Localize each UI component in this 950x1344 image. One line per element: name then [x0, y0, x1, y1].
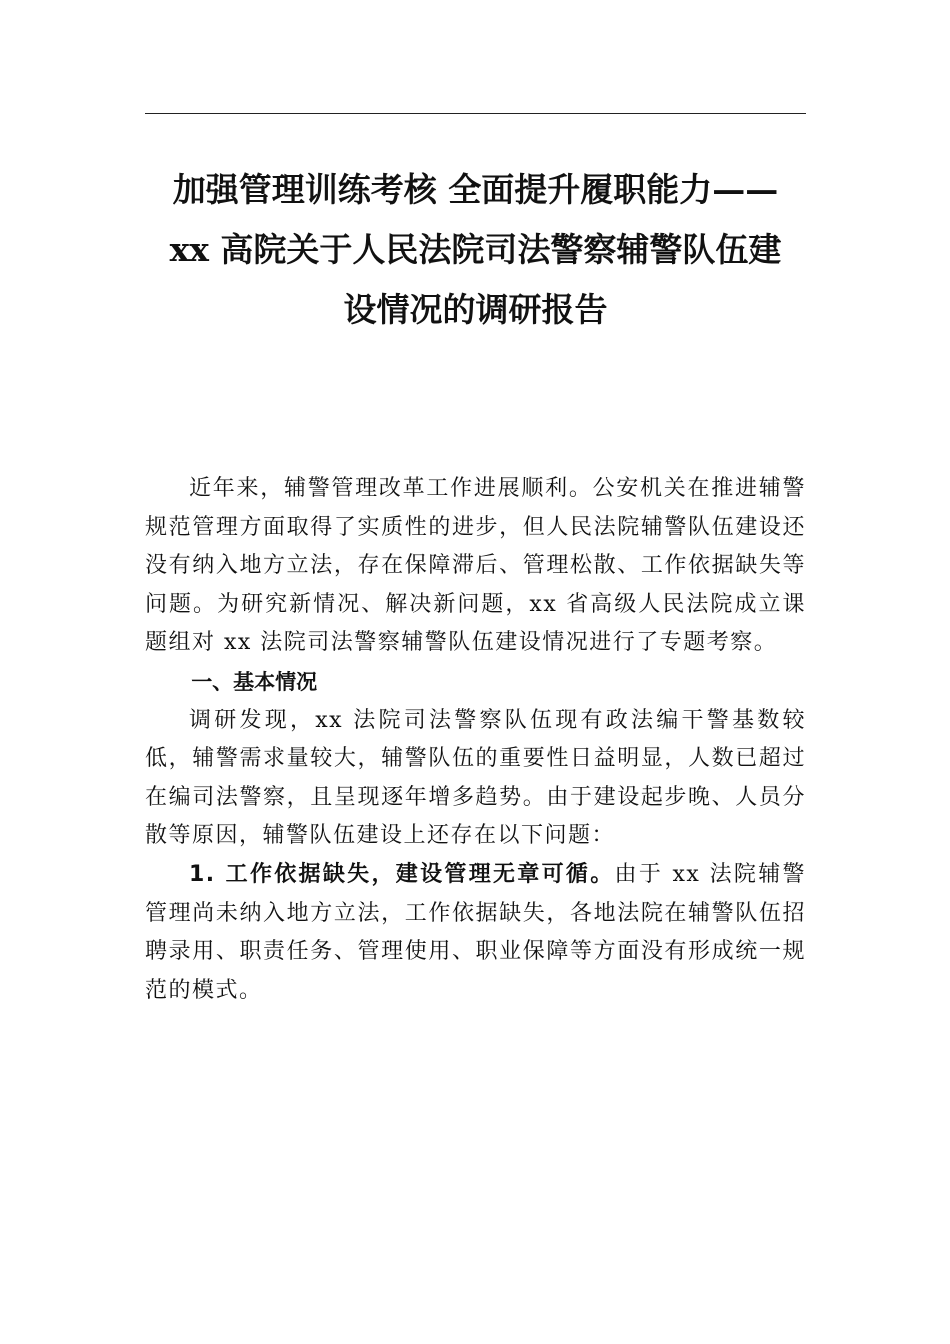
title-line-3: 设情况的调研报告 [343, 290, 608, 329]
point-1-lead: 1. 工作依据缺失，建设管理无章可循。 [189, 861, 615, 887]
point-1-body: 由于 xx 法院辅警管理尚未纳入地方立法，工作依据缺失，各地法院在辅警队伍招聘录用、职责任务、管理使用、职业保障等方面没有形成统一规范的模式。 [145, 861, 806, 1003]
section-1-paragraph: 调研发现，xx 法院司法警察队伍现有政法编干警基数较低，辅警需求量较大，辅警队伍的重要性日益明显，人数已超过在编司法警察，且呈现逐年增多趋势。由于建设起步晚、人员分散等原因，辅警队伍建设上还存在以下问题： [145, 707, 806, 849]
title-line-2: xx 高院关于人民法院司法警察辅警队伍建 [169, 230, 782, 269]
header-rule [145, 113, 806, 114]
intro-paragraph: 近年来，辅警管理改革工作进展顺利。公安机关在推进辅警规范管理方面取得了实质性的进步，但人民法院辅警队伍建设还没有纳入地方立法，存在保障滞后、管理松散、工作依据缺失等问题。为研究新情况、解决新问题，xx 省高级人民法院成立课题组对 xx 法院司法警察辅警队伍建设情况进行了专题考察。 [145, 476, 806, 656]
point-1-paragraph [145, 856, 806, 1010]
document-body [145, 470, 806, 1010]
section-heading-basic-situation: 一、基本情况 [191, 669, 318, 694]
title-line-1: 加强管理训练考核 全面提升履职能力—— [172, 170, 779, 209]
document-title [145, 160, 806, 340]
